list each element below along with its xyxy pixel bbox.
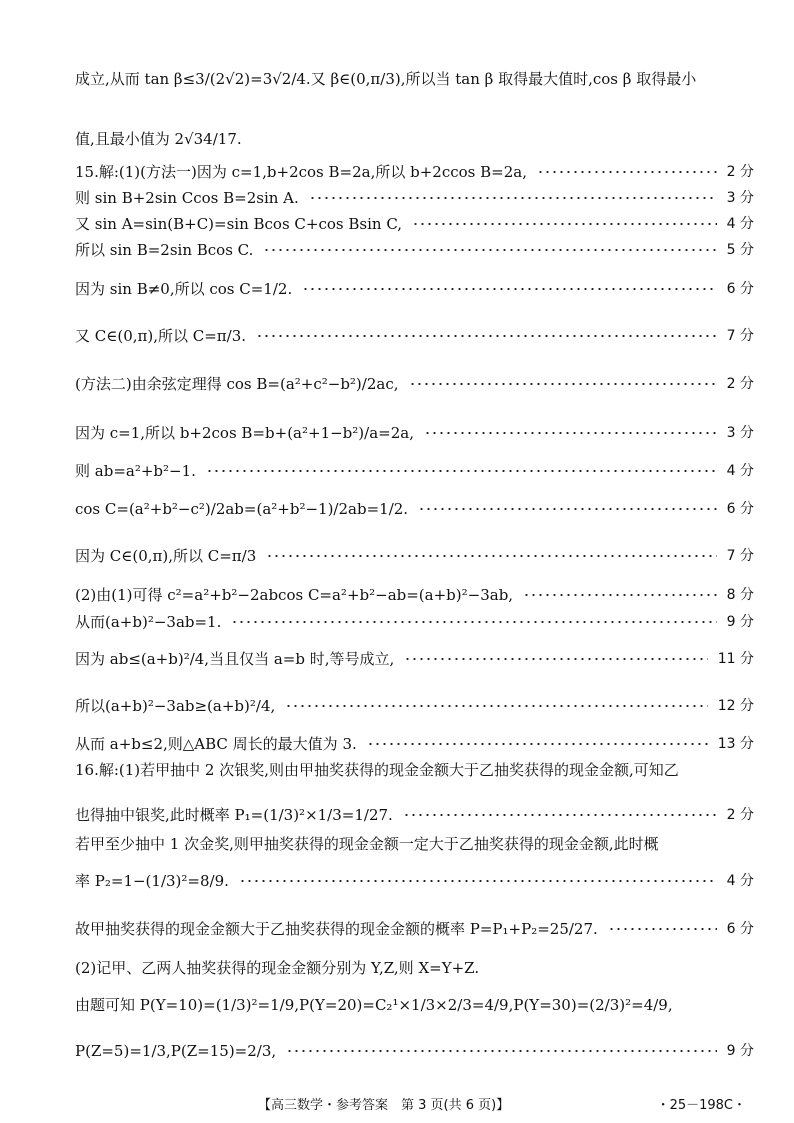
line-text: 因为 sin B≠0,所以 cos C=1/2.: [75, 280, 293, 298]
line-text: 由题可知 P(Y=10)=(1/3)²=1/9,P(Y=20)=C₂¹×1/3×2/3=4/9,P(Y=30)=(2/3)²=4/9,: [75, 996, 673, 1014]
score-label: 6 分: [726, 501, 754, 517]
text-line: [75, 757, 754, 783]
line-text: 因为 C∈(0,π),所以 C=π/3: [75, 547, 257, 565]
scored-line: [75, 1038, 754, 1064]
dot-leader: [285, 705, 707, 707]
dot-leader: [424, 432, 717, 434]
dot-leader: [239, 880, 717, 882]
line-text: P(Z=5)=1/3,P(Z=15)=2/3,: [75, 1042, 277, 1060]
line-text: 从而 a+b≤2,则△ABC 周长的最大值为 3.: [75, 735, 357, 753]
scored-line: [75, 458, 754, 484]
score-label: 2 分: [726, 164, 754, 180]
dot-leader: [409, 383, 717, 385]
scored-line: [75, 496, 754, 522]
line-text: 则 ab=a²+b²−1.: [75, 462, 196, 480]
line-text: 因为 ab≤(a+b)²/4,当且仅当 a=b 时,等号成立,: [75, 650, 395, 668]
dot-leader: [309, 197, 717, 199]
scored-line: [75, 323, 754, 349]
text-line: [75, 66, 754, 92]
scored-line: [75, 211, 754, 237]
text-line: [75, 126, 754, 152]
scored-line: [75, 868, 754, 894]
dot-leader: [404, 658, 707, 660]
dot-leader: [412, 223, 717, 225]
line-text: cos C=(a²+b²−c²)/2ab=(a²+b²−1)/2ab=1/2.: [75, 500, 409, 518]
score-label: 6 分: [726, 921, 754, 937]
score-label: 4 分: [726, 463, 754, 479]
line-text: 因为 c=1,所以 b+2cos B=b+(a²+1−b²)/a=2a,: [75, 424, 414, 442]
scored-line: [75, 731, 754, 757]
line-text: 从而(a+b)²−3ab=1.: [75, 613, 222, 631]
score-label: 5 分: [726, 242, 754, 258]
score-label: 2 分: [726, 807, 754, 823]
score-label: 12 分: [717, 698, 754, 714]
scored-line: [75, 237, 754, 263]
scored-line: [75, 693, 754, 719]
scored-line: [75, 276, 754, 302]
line-text: 故甲抽奖获得的现金金额大于乙抽奖获得的现金金额的概率 P=P₁+P₂=25/27.: [75, 920, 598, 938]
dot-leader: [302, 288, 716, 290]
scored-line: [75, 916, 754, 942]
line-text: 又 sin A=sin(B+C)=sin Bcos C+cos Bsin C,: [75, 215, 403, 233]
line-text: 率 P₂=1−(1/3)²=8/9.: [75, 872, 229, 890]
text-line: [75, 992, 754, 1018]
dot-leader: [608, 928, 717, 930]
dot-leader: [523, 594, 717, 596]
footer-title: 【高三数学・参考答案 第 3 页(共 6 页)】: [258, 1098, 510, 1113]
score-label: 8 分: [726, 587, 754, 603]
dot-leader: [418, 508, 717, 510]
scored-line: [75, 185, 754, 211]
score-label: 3 分: [726, 190, 754, 206]
line-text: 则 sin B+2sin Ccos B=2sin A.: [75, 189, 299, 207]
score-label: 4 分: [726, 216, 754, 232]
dot-leader: [286, 1050, 716, 1052]
page-footer: [0, 1094, 794, 1116]
line-text: (方法二)由余弦定理得 cos B=(a²+c²−b²)/2ac,: [75, 375, 399, 393]
scored-line: [75, 646, 754, 672]
scored-line: [75, 543, 754, 569]
score-label: 11 分: [717, 651, 754, 667]
line-text: 值,且最小值为 2√34/17.: [75, 130, 242, 148]
text-line: [75, 831, 754, 857]
score-label: 2 分: [726, 376, 754, 392]
scored-line: [75, 609, 754, 635]
score-label: 7 分: [726, 548, 754, 564]
line-text: (2)由(1)可得 c²=a²+b²−2abcos C=a²+b²−ab=(a+b)²−3ab,: [75, 586, 514, 604]
line-text: 也得抽中银奖,此时概率 P₁=(1/3)²×1/3=1/27.: [75, 806, 393, 824]
line-text: 成立,从而 tan β≤3/(2√2)=3√2/4.又 β∈(0,π/3),所以当 tan β 取得最大值时,cos β 取得最小: [75, 70, 697, 88]
line-text: 若甲至少抽中 1 次金奖,则甲抽奖获得的现金金额一定大于乙抽奖获得的现金金额,此时概: [75, 835, 659, 853]
dot-leader: [403, 814, 717, 816]
score-label: 9 分: [726, 1043, 754, 1059]
line-text: 所以(a+b)²−3ab≥(a+b)²/4,: [75, 697, 276, 715]
score-label: 9 分: [726, 614, 754, 630]
dot-leader: [266, 555, 716, 557]
dot-leader: [367, 743, 708, 745]
score-label: 3 分: [726, 425, 754, 441]
line-text: 15.解:(1)(方法一)因为 c=1,b+2cos B=2a,所以 b+2ccos B=2a,: [75, 163, 527, 181]
dot-leader: [537, 171, 717, 173]
score-label: 6 分: [726, 281, 754, 297]
dot-leader: [231, 621, 716, 623]
footer-code: ・25－198C・: [656, 1098, 746, 1113]
score-label: 13 分: [717, 736, 754, 752]
score-label: 4 分: [726, 873, 754, 889]
scored-line: [75, 159, 754, 185]
dot-leader: [206, 470, 717, 472]
scored-line: [75, 802, 754, 828]
dot-leader: [256, 335, 717, 337]
scored-line: [75, 420, 754, 446]
line-text: (2)记甲、乙两人抽奖获得的现金金额分别为 Y,Z,则 X=Y+Z.: [75, 959, 480, 977]
line-text: 所以 sin B=2sin Bcos C.: [75, 241, 254, 259]
scored-line: [75, 582, 754, 608]
line-text: 16.解:(1)若甲抽中 2 次银奖,则由甲抽奖获得的现金金额大于乙抽奖获得的现金金额,可知乙: [75, 761, 679, 779]
dot-leader: [263, 249, 716, 251]
text-line: [75, 955, 754, 981]
line-text: 又 C∈(0,π),所以 C=π/3.: [75, 327, 247, 345]
scored-line: [75, 371, 754, 397]
score-label: 7 分: [726, 328, 754, 344]
